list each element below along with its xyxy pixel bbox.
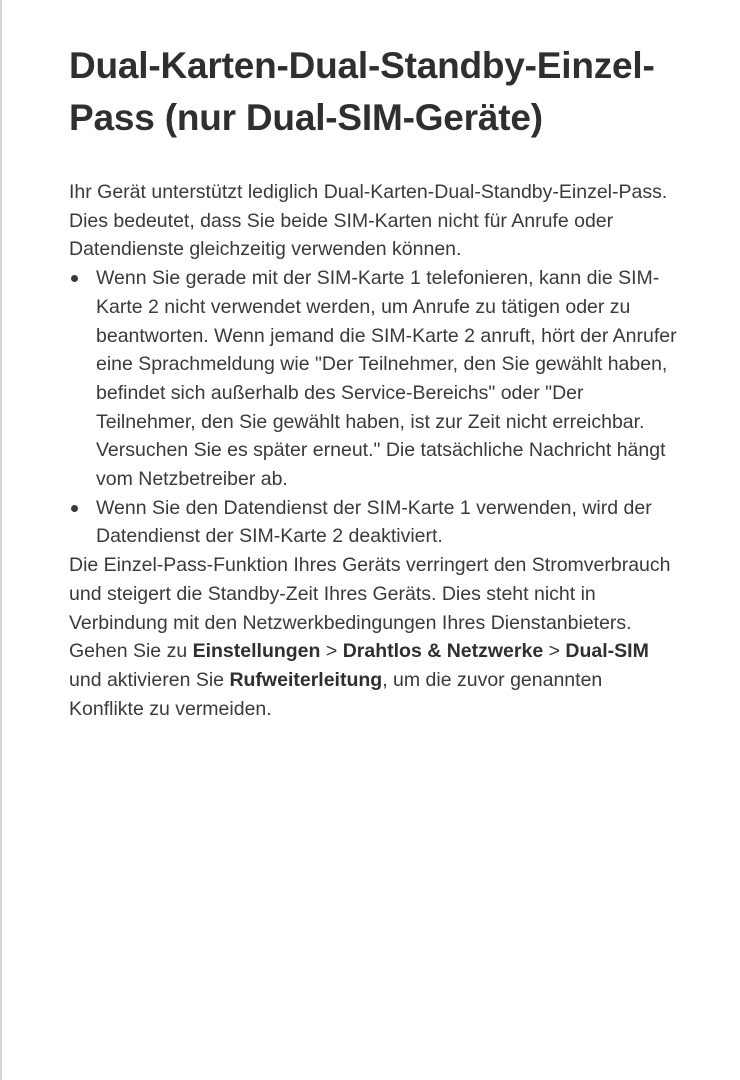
page-edge	[0, 0, 2, 1080]
page-title: Dual-Karten-Dual-Standby-Einzel-Pass (nur Dual-SIM-Geräte)	[69, 45, 655, 138]
bullet-icon	[71, 275, 78, 282]
menu-path-wireless: Drahtlos & Netzwerke	[342, 640, 544, 663]
path-separator: >	[320, 640, 343, 663]
intro-paragraph: Ihr Gerät unterstützt lediglich Dual-Karten-Dual-Standby-Einzel-Pass. Dies bedeutet, dass Sie beide SIM-Karten nicht für Anrufe oder Datendienste gleichzeitig verwenden können.	[69, 181, 668, 261]
document-content	[69, 40, 679, 723]
bullet-text: Wenn Sie gerade mit der SIM-Karte 1 telefonieren, kann die SIM-Karte 2 nicht verwendet werden, um Anrufe zu tätigen oder zu beantworten. Wenn jemand die SIM-Karte 2 anruft, hört der Anrufer eine Sprachmeldung wie "Der Teilnehmer, den Sie gewählt haben, befindet sich außerhalb des Service-Bereichs" oder "Der Teilnehmer, den Sie gewählt haben, ist zur Zeit nicht erreichbar. Versuchen Sie es später erneut." Die tatsächliche Nachricht hängt vom Netzbetreiber ab.	[96, 267, 677, 491]
instruction-text: Gehen Sie zu	[69, 640, 193, 663]
bullet-list	[69, 264, 679, 551]
menu-path-settings: Einstellungen	[192, 640, 321, 663]
list-item	[69, 494, 679, 551]
path-separator: >	[543, 640, 566, 663]
instruction-text: und aktivieren Sie	[69, 668, 230, 691]
bullet-text: Wenn Sie den Datendienst der SIM-Karte 1 verwenden, wird der Datendienst der SIM-Karte 2 deaktiviert.	[96, 496, 652, 548]
list-item	[69, 264, 679, 494]
call-forwarding-term: Rufweiterleitung	[229, 668, 383, 691]
instruction-text: , um die zuvor genannten Konflikte zu vermeiden.	[69, 668, 603, 720]
power-saving-paragraph: Die Einzel-Pass-Funktion Ihres Geräts verringert den Stromverbrauch und steigert die Standby-Zeit Ihres Geräts. Dies steht nicht in Verbindung mit den Netzwerkbedingungen Ihres Dienstanbieters.	[69, 554, 671, 634]
instruction-paragraph	[69, 637, 679, 723]
menu-path-dual-sim: Dual-SIM	[565, 640, 649, 663]
bullet-icon	[71, 505, 78, 512]
